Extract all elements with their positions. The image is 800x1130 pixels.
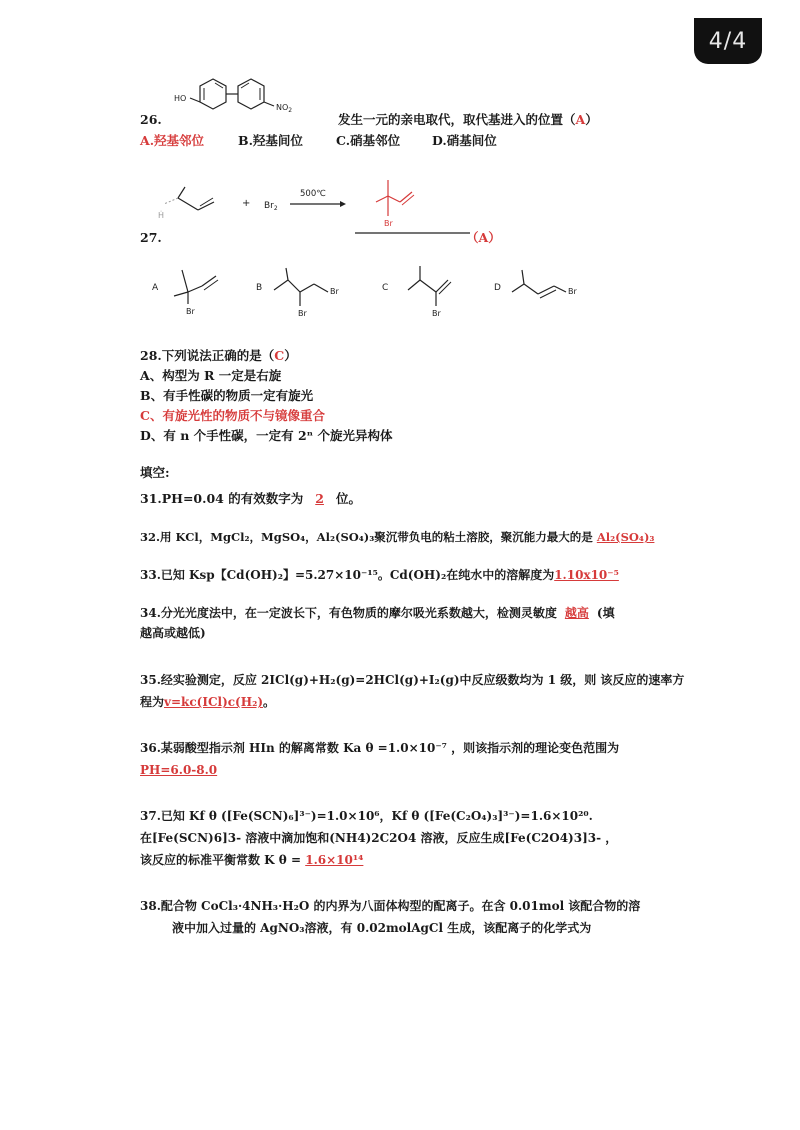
q28-option-b: B、有手性碳的物质一定有旋光 [140, 388, 314, 403]
q28-close: ） [284, 348, 297, 363]
option-a-letter: A [152, 283, 159, 293]
q28-option-d: D、有 n 个手性碳，一定有 2ⁿ 个旋光异构体 [140, 428, 393, 443]
q34-answer: 越高 [564, 606, 589, 620]
option-b-br-mid: Br [298, 309, 307, 318]
q28-option-a: A、构型为 R 一定是右旋 [140, 368, 282, 383]
q36-answer: PH=6.0-8.0 [140, 763, 218, 777]
fill-in-title: 填空: [140, 465, 170, 480]
q27-number: 27. [140, 230, 162, 245]
q37-line2: 在[Fe(SCN)6]3- 溶液中滴加饱和(NH4)2C2O4 溶液，反应生成[Fe(C2O4)3]3- ， [140, 831, 618, 845]
q33 [140, 567, 619, 583]
svg-text:NO2 [276, 103, 292, 114]
q37-line1: 37.已知 Kf θ ([Fe(SCN)₆]³⁻)=1.0×10⁶，Kf θ ([Fe(C₂O₄)₃]³⁻)=1.6×10²⁰. [140, 809, 593, 823]
q31-answer [303, 491, 336, 506]
q32-answer: Al₂(SO₄)₃ [596, 530, 655, 544]
q27-reaction-scheme [140, 176, 480, 236]
q31-suffix: 位。 [335, 491, 361, 506]
svg-text:Ḣ: Ḣ [158, 211, 165, 220]
option-a-br: Br [186, 307, 195, 316]
oh-label: HO [174, 94, 187, 103]
q28-answer: C [274, 348, 285, 363]
condition-label: 500℃ [300, 189, 326, 199]
option-b-letter: B [256, 283, 263, 293]
no2-subscript: 2 [288, 107, 293, 114]
option-c-br: Br [432, 309, 441, 318]
option-c-letter: C [382, 283, 389, 293]
q36-line1: 36.某弱酸型指示剂 HIn 的解离常数 Ka θ =1.0×10⁻⁷ ，则该指示剂的理论变色范围为 [140, 741, 620, 755]
q35-line2 [140, 694, 275, 710]
q37-prefix: 该反应的标准平衡常数 K θ = [140, 853, 302, 867]
q26-close: ） [585, 112, 598, 127]
q36-line2 [140, 762, 217, 778]
option-d-letter: D [494, 283, 501, 293]
svg-text:Br2 [264, 201, 278, 212]
q26-answer: A [575, 112, 586, 127]
q35-line1: 35.经实验测定，反应 2ICl(g)+H₂(g)=2HCl(g)+I₂(g)中反应级数均为 1 级，则 该反应的速率方 [140, 673, 685, 687]
q37-answer: 1.6×10¹⁴ [305, 853, 364, 867]
q26-number: 26. [140, 112, 162, 127]
option-b-br-end: Br [330, 287, 339, 296]
q32-text: 32.用 KCl，MgCl₂，MgSO₄，Al₂(SO₄)₃聚沉带负电的粘土溶胶，聚沉能力最大的是 [140, 530, 593, 544]
q27-option-structures [150, 262, 590, 322]
q35-prefix: 程为 [140, 695, 165, 709]
q37-line3 [140, 852, 363, 868]
br2-label: Br [264, 201, 274, 211]
q35-answer: v=kc(ICl)c(H₂) [164, 695, 263, 709]
q32 [140, 529, 654, 545]
page-indicator-badge: 4/4 [694, 18, 762, 64]
q26-option-c: C.硝基邻位 [336, 133, 401, 148]
br2-subscript: 2 [273, 205, 278, 212]
plus-sign: + [242, 198, 251, 209]
biphenyl-nitro-phenol-structure [170, 68, 340, 122]
q34-line1 [140, 605, 615, 621]
no2-label: NO [276, 103, 289, 112]
product-br-label: Br [384, 219, 393, 228]
q38-line2: 液中加入过量的 AgNO₃溶液，有 0.02molAgCl 生成，该配离子的化学式为 [172, 921, 592, 935]
q35-end: 。 [263, 695, 276, 709]
q34-tail: (填 [596, 606, 615, 620]
q34-text: 34.分光光度法中，在一定波长下，有色物质的摩尔吸光系数越大，检测灵敏度 [140, 606, 557, 620]
q28-stem-text: 28.下列说法正确的是（ [140, 348, 275, 363]
q26-stem [338, 112, 598, 128]
q31 [140, 491, 361, 507]
q34-line2: 越高或越低) [140, 626, 206, 640]
q26-option-a: A.羟基邻位 [140, 133, 205, 148]
option-d-br: Br [568, 287, 577, 296]
q26-option-b: B.羟基间位 [238, 133, 303, 148]
q31-answer-value: 2 [315, 491, 324, 506]
q38-line1: 38.配合物 CoCl₃·4NH₃·H₂O 的内界为八面体构型的配离子。在含 0.01mol 该配合物的溶 [140, 899, 641, 913]
q26-stem-text: 发生一元的亲电取代，取代基进入的位置（ [338, 112, 576, 127]
q28-stem [140, 348, 297, 364]
q33-answer: 1.10x10⁻⁵ [554, 568, 619, 582]
q26-option-d: D.硝基间位 [432, 133, 497, 148]
q28-option-c: C、有旋光性的物质不与镜像重合 [140, 408, 325, 423]
q33-text: 33.已知 Ksp【Cd(OH)₂】=5.27×10⁻¹⁵。Cd(OH)₂在纯水中的溶解度为 [140, 568, 555, 582]
q27-answer: （A） [466, 230, 501, 245]
q31-text: 31.PH=0.04 的有效数字为 [140, 491, 304, 506]
